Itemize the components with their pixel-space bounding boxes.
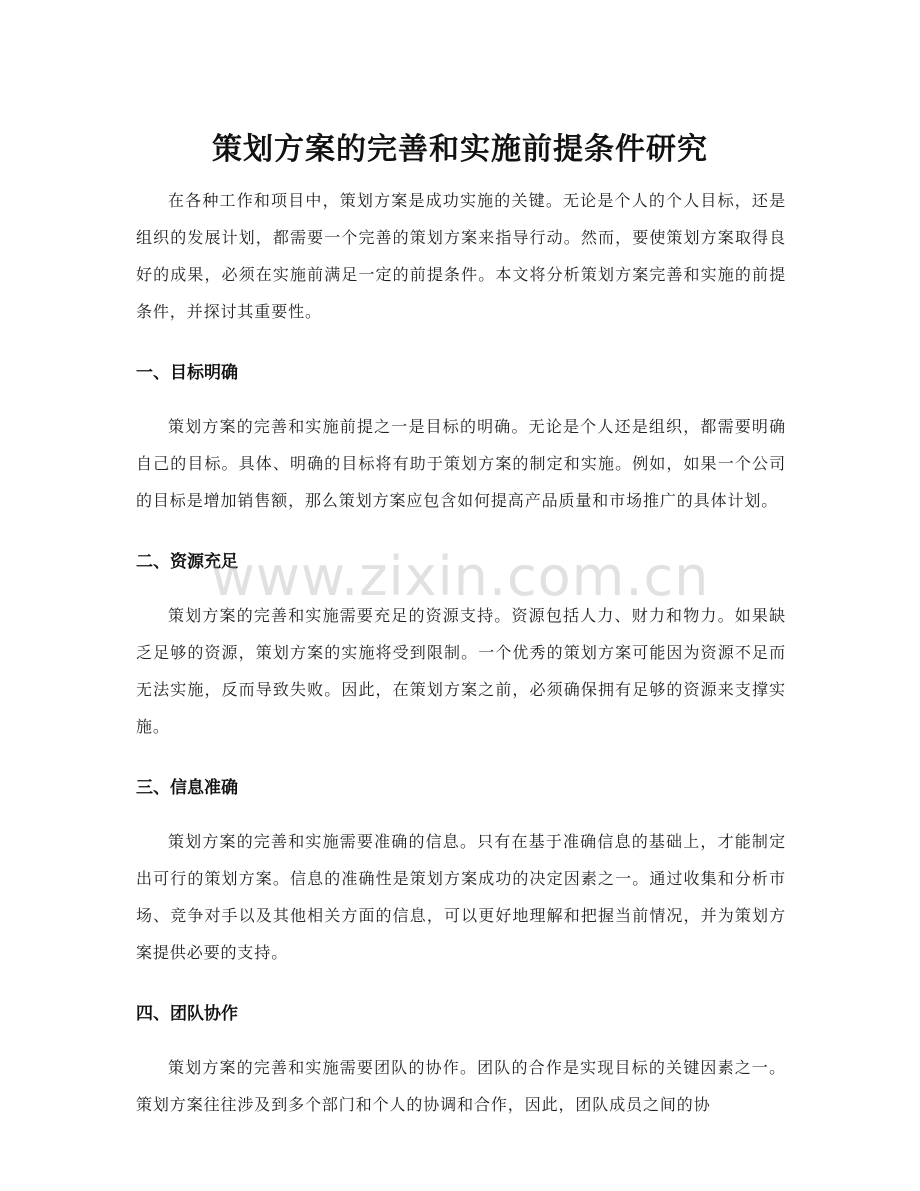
section-paragraph-information: 策划方案的完善和实施需要准确的信息。只有在基于准确信息的基础上，才能制定出可行的策划方案。信息的准确性是策划方案成功的决定因素之一。通过收集和分析市场、竞争对手以及其他相关方面的信息，可以更好地理解和把握当前情况，并为策划方案提供必要的支持。 (136, 832, 786, 962)
section-heading-information: 三、信息准确 (136, 778, 238, 798)
document-title: 策划方案的完善和实施前提条件研究 (212, 132, 708, 168)
watermark: www.zixin.com.cn (210, 545, 710, 608)
section-heading-resources: 二、资源充足 (136, 552, 238, 572)
section-heading-teamwork: 四、团队协作 (136, 1004, 238, 1024)
section-paragraph-goals: 策划方案的完善和实施前提之一是目标的明确。无论是个人还是组织，都需要明确自己的目标。具体、明确的目标将有助于策划方案的制定和实施。例如，如果一个公司的目标是增加销售额，那么策划方案应包含如何提高产品质量和市场推广的具体计划。 (136, 417, 786, 510)
section-paragraph-resources: 策划方案的完善和实施需要充足的资源支持。资源包括人力、财力和物力。如果缺乏足够的资源，策划方案的实施将受到限制。一个优秀的策划方案可能因为资源不足而无法实施，反而导致失败。因此，在策划方案之前，必须确保拥有足够的资源来支撑实施。 (136, 606, 786, 736)
section-paragraph-teamwork: 策划方案的完善和实施需要团队的协作。团队的合作是实现目标的关键因素之一。策划方案往往涉及到多个部门和个人的协调和合作，因此，团队成员之间的协 (136, 1058, 786, 1114)
document-body (136, 182, 786, 1123)
intro-paragraph: 在各种工作和项目中，策划方案是成功实施的关键。无论是个人的个人目标，还是组织的发展计划，都需要一个完善的策划方案来指导行动。然而，要使策划方案取得良好的成果，必须在实施前满足一定的前提条件。本文将分析策划方案完善和实施的前提条件，并探讨其重要性。 (136, 191, 786, 321)
section-heading-goals: 一、目标明确 (136, 363, 238, 383)
